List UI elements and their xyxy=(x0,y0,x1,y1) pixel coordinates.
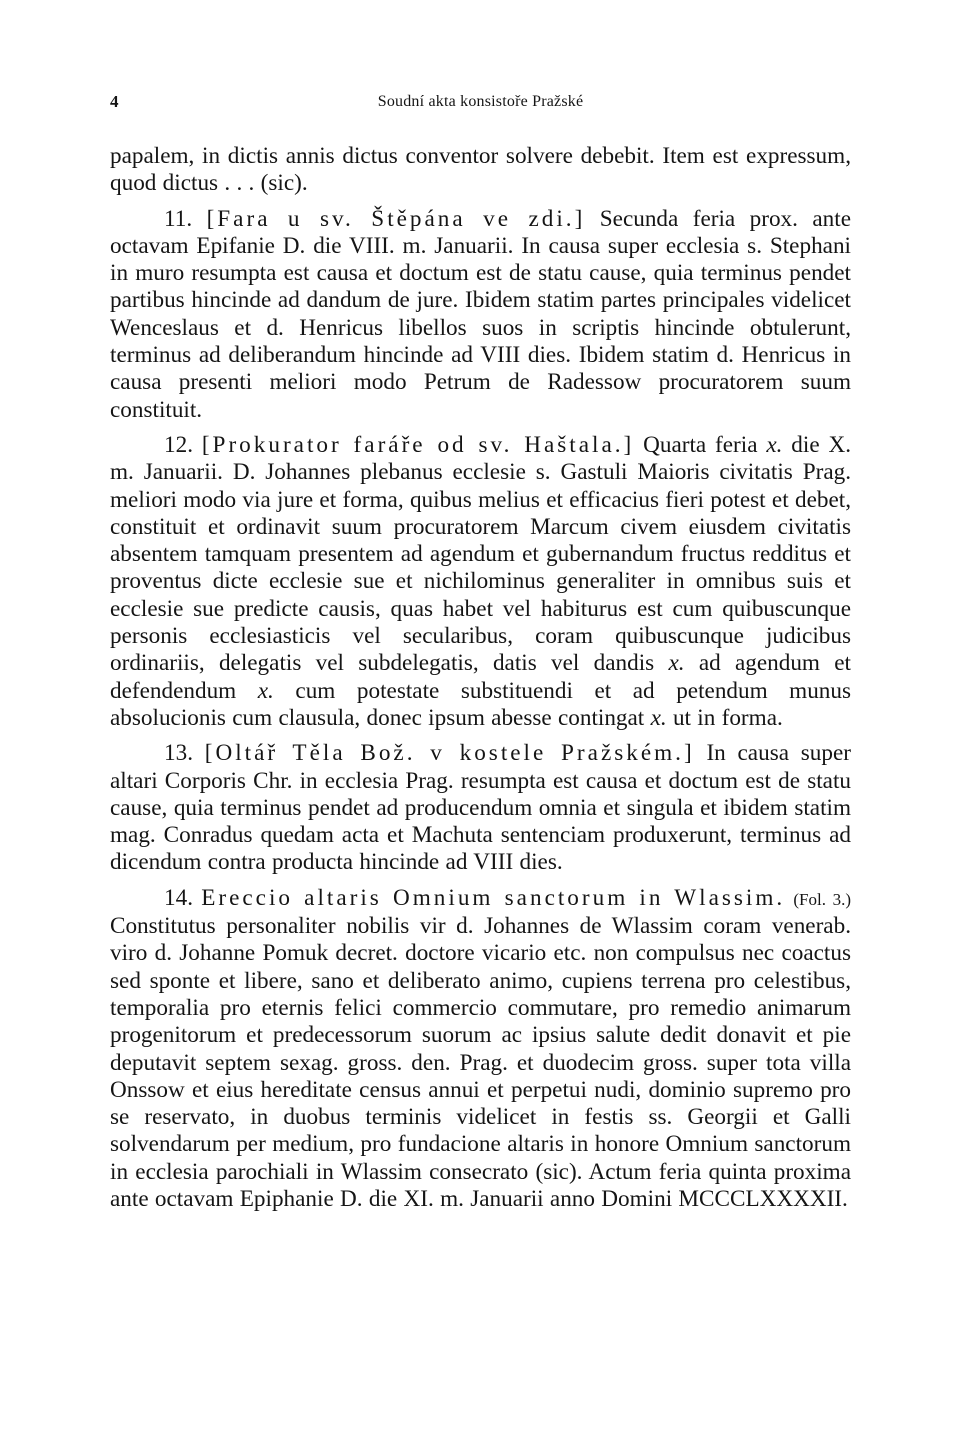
entry-number: 13. xyxy=(164,740,193,767)
entry-14 xyxy=(110,885,851,1214)
running-title: Soudní akta konsistoře Pražské xyxy=(377,93,584,110)
body-text xyxy=(110,143,851,1213)
entry-text: ut in forma. xyxy=(672,704,783,731)
entry-number: 12. xyxy=(164,431,193,458)
entry-text: ad agendum et defendendum xyxy=(110,650,851,704)
entry-heading: [Fara u sv. Štěpána ve zdi.] xyxy=(206,205,586,232)
entry-heading: Ereccio altaris Omnium sanctorum in Wlassim. xyxy=(201,884,786,911)
etc-mark: x. xyxy=(766,431,783,458)
entry-12 xyxy=(110,432,851,732)
entry-heading: [Oltář Těla Bož. v kostele Pražském.] xyxy=(204,740,695,767)
entry-text: cum potestate substituendi et ad petendum munus absolucionis cum clausula, donec ipsum abesse contingat xyxy=(110,677,852,731)
paragraph-text: papalem, in dictis annis dictus conventor solvere debebit. Item est expressum, quod dictus . . . (sic). xyxy=(110,143,851,197)
entry-text: die X. m. Januarii. D. Johannes plebanus ecclesie s. Gastuli Maioris civitatis Prag. meliori modo via jure et forma, quibus melius et efficacius fieri potest et debet, constituit et ordinavit suum procuratorem Marcum civem eiusdem civitatis absentem tamquam presentem ad agendum et gubernandum fructus redditus et proventus dicte ecclesie sue et nichilominus generaliter in omnibus suis et ecclesie sue predicte causis, quas habet vel habiturus est cum quibuscunque personis ecclesiasticis vel secularibus, coram quibuscunque judicibus ordinariis, delegatis vel subdelegatis, datis vel dandis xyxy=(110,431,852,677)
page-header xyxy=(110,92,851,116)
folio-reference: (Fol. 3.) xyxy=(793,889,852,909)
etc-mark: x. xyxy=(668,650,685,677)
entry-heading: [Prokurator faráře od sv. Haštala.] xyxy=(201,431,635,458)
entry-text: Constitutus personaliter nobilis vir d. Johannes de Wlassim coram venerab. viro d. Johanne Pomuk decret. doctore vicario etc. non compulsus nec coactus sed sponte et libere, sano et deliberato animo, cupiens terrena pro celestibus, temporalia pro eternis felici commercio commutare, pro remedio animarum progenitorum et predecessorum suorum ac ipsius salute dedit donavit et pie deputavit septem sexag. gross. den. Prag. et duodecim gross. super tota villa Onssow et eius hereditate census annui et perpetui nudi, dominio supremo pro se reservato, in duobus terminis videlicet in festis ss. Georgii et Galli solvendarum per medium, pro fundacione altaris in honore Omnium sanctorum in ecclesia parochiali in Wlassim consecrato (sic). Actum feria quinta proxima ante octavam Epiphanie D. die XI. m. Januarii anno Domini MCCCLXXXXII. xyxy=(110,913,851,1212)
page-number: 4 xyxy=(110,92,119,111)
entry-11 xyxy=(110,206,851,424)
etc-mark: x. xyxy=(257,677,274,704)
entry-text: Secunda feria prox. ante octavam Epifanie D. die VIII. m. Januarii. In causa super ecclesia s. Stephani in muro resumpta est causa et doctum est de statu cause, quia terminus pendet partibus hincinde ad dandum de jure. Ibidem statim partes principales videlicet Wenceslaus et d. Henricus libellos suos in scriptis hincinde obtulerunt, terminus ad deliberandum hincinde ad VIII dies. Ibidem statim d. Henricus in causa presenti meliori modo Petrum de Radessow procuratorem suum constituit. xyxy=(110,205,851,423)
entry-number: 14. xyxy=(164,884,193,911)
entry-text: Quarta feria xyxy=(643,431,758,458)
paragraph-continuation xyxy=(110,143,851,198)
entry-number: 11. xyxy=(164,205,193,232)
entry-text: In causa super altari Corporis Chr. in ecclesia Prag. resumpta est causa et doctum est de statu cause, quia terminus pendet ad producendum omnia et singula et ibidem statim mag. Conradus quedam acta et Machuta sentenciam produxerunt, terminus ad dicendum contra producta hincinde ad VIII dies. xyxy=(110,740,851,876)
etc-mark: x. xyxy=(650,704,667,731)
entry-13 xyxy=(110,740,851,876)
